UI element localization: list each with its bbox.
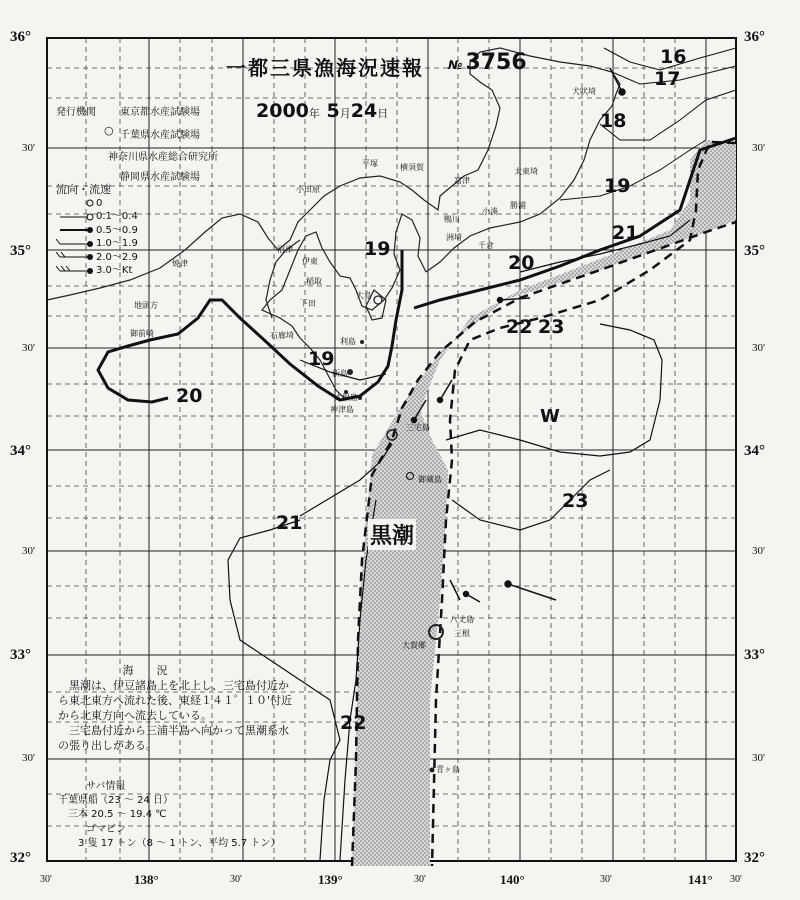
place-okago: 大賀郷 <box>402 641 426 650</box>
issue-number <box>448 50 527 75</box>
place-ito: 伊東 <box>302 257 318 266</box>
place-omaezaki: 御前崎 <box>130 329 154 338</box>
place-kamogawa: 鴨川 <box>444 215 460 224</box>
contour-label-16: 16 <box>660 46 687 68</box>
lat-label-right-32: 32° <box>744 850 765 866</box>
lon-label-141-30: 30' <box>730 874 742 885</box>
lat-label-right-34: 34° <box>744 443 765 459</box>
contour-label-18: 18 <box>600 110 627 132</box>
lat-label-35-30: 30' <box>22 142 35 154</box>
contour-label-23-se: 23 <box>562 490 589 512</box>
place-odawara: 小田原 <box>296 185 320 194</box>
arrow-medium-icon <box>56 225 96 235</box>
lat-label-right-36: 36° <box>744 29 765 45</box>
legend-item <box>56 264 138 278</box>
legend-item <box>56 224 138 238</box>
arrow-fast-icon <box>56 239 96 249</box>
contour-label-21-ne: 21 <box>612 222 639 244</box>
saba-line-2: 三本 20.5 ～ 19.4 ℃ <box>68 809 167 821</box>
legend-item <box>56 251 138 265</box>
place-hachijojima: 八丈島 <box>450 615 474 624</box>
place-sunosaki: 洲埼 <box>446 233 462 242</box>
place-kozushima: 神津島 <box>330 405 354 414</box>
place-taitosaki: 太東埼 <box>514 167 538 176</box>
contour-label-22-s: 22 <box>340 712 367 734</box>
arrow-faster-icon <box>56 252 96 262</box>
legend-label: 1.0～1.9 <box>96 238 138 249</box>
lat-label-right-32-30: 30' <box>752 752 765 764</box>
place-toshima: 利島 <box>340 337 356 346</box>
lat-label-34-30: 30' <box>22 342 35 354</box>
publisher-shizuoka: 静岡県水産試験場 <box>120 172 200 183</box>
legend-item <box>56 210 138 224</box>
legend-label: 3.0～Kt <box>96 265 133 276</box>
bulletin-title: 一都三県漁海況速報 <box>226 56 424 80</box>
lon-label-139-30: 30' <box>414 874 426 885</box>
circle-icon: ○ <box>104 124 114 137</box>
date-month: 5 <box>326 100 340 122</box>
lat-label-right-33-30: 30' <box>752 545 765 557</box>
lat-label-35: 35° <box>10 243 31 259</box>
date-day: 24 <box>350 100 378 122</box>
place-yokosuka: 横須賀 <box>400 163 424 172</box>
place-yaizu: 焼津 <box>172 259 188 268</box>
sea-condition-notes <box>58 663 298 753</box>
mackerel-info <box>58 780 280 851</box>
saba-line-3: ゴマピン <box>86 823 126 835</box>
place-irozaki: 石廊埼 <box>270 331 294 340</box>
notes-paragraph-2: 三宅島付近から三浦半島へ向かって黒潮系水の張り出しがある。 <box>58 724 289 752</box>
legend-label: 0.1～0.4 <box>96 211 138 222</box>
arrow-0-icon <box>56 198 96 208</box>
arrow-fastest-icon <box>56 266 96 276</box>
place-hiratsuka: 平塚 <box>362 159 378 168</box>
saba-line-1: 千葉県船（23 ～ 24 日） <box>58 795 173 807</box>
contour-label-19-izu: 19 <box>364 238 391 260</box>
lat-label-right-35: 35° <box>744 243 765 259</box>
lon-label-137-30: 30' <box>40 874 52 885</box>
place-oshima: 大島 <box>356 291 372 300</box>
contour-label-22-ne: 22 <box>506 316 533 338</box>
issue-date <box>256 100 388 122</box>
place-shikinejima: 式根島 <box>334 393 358 402</box>
contour-label-21-sw: 21 <box>276 512 303 534</box>
place-inubosaki: 犬吠埼 <box>572 87 596 96</box>
saba-heading: サバ情報 <box>86 781 126 792</box>
legend-item <box>56 197 138 211</box>
place-mitsune: 三根 <box>454 629 470 638</box>
current-legend <box>56 183 138 278</box>
lon-label-140-30: 30' <box>600 874 612 885</box>
issue-number-value: 3756 <box>465 50 527 75</box>
lon-label-141: 141° <box>688 872 713 887</box>
lat-label-32-30: 30' <box>22 752 35 764</box>
place-numazu: 沼津 <box>277 245 293 254</box>
place-mikurajima: 御蔵島 <box>418 475 442 484</box>
place-inatori: 稲取 <box>306 277 322 286</box>
place-kominato: 小湊 <box>482 207 498 216</box>
lat-label-32: 32° <box>10 850 31 866</box>
place-jitogata: 地頭方 <box>134 301 158 310</box>
lat-label-33: 33° <box>10 647 31 663</box>
date-year-unit: 年 <box>308 107 320 120</box>
saba-line-4: 3 隻 17 トン（8 ～ 1 トン、平均 5.7 トン） <box>78 837 281 849</box>
place-miyakejima: 三宅島 <box>406 423 430 432</box>
publisher-chiba: 千葉県水産試験場 <box>120 130 200 141</box>
publishers-heading: 発行機関 <box>56 107 96 118</box>
lat-label-right-34-30: 30' <box>752 342 765 354</box>
notes-paragraph-1: 黒潮は、伊豆諸島上を北上し、三宅島付近から東北東方へ流れた後、東経１４１゜１０'付近から北東方向へ流去している。 <box>58 679 293 722</box>
contour-label-19-w: 19 <box>308 348 335 370</box>
date-year: 2000 <box>256 100 309 122</box>
lat-label-34: 34° <box>10 443 31 459</box>
place-niijima: 新島 <box>332 369 348 378</box>
publisher-kanagawa: 神奈川県水産総合研究所 <box>108 152 218 163</box>
lat-label-right-35-30: 30' <box>752 142 765 154</box>
lat-label-right-33: 33° <box>744 647 765 663</box>
lon-label-138: 138° <box>134 872 159 887</box>
notes-heading: 海 況 <box>122 664 174 677</box>
issue-prefix: № <box>448 58 463 72</box>
legend-item <box>56 237 138 251</box>
legend-label: 0.5～0.9 <box>96 224 138 236</box>
lon-label-140: 140° <box>500 872 525 887</box>
contour-label-20-w: 20 <box>176 385 203 407</box>
arrow-slow-icon <box>56 212 96 222</box>
w-mark: W <box>540 406 560 427</box>
kuroshio-label: 黒潮 <box>368 519 416 550</box>
lat-label-36: 36° <box>10 29 31 45</box>
publisher-tokyo: 東京都水産試験場 <box>120 107 200 118</box>
legend-label: 2.0～2.9 <box>96 251 138 263</box>
date-day-unit: 日 <box>377 107 389 120</box>
place-katsuura: 勝浦 <box>510 201 526 210</box>
place-chikura: 千倉 <box>478 241 494 250</box>
lon-label-138-30: 30' <box>230 874 242 885</box>
lon-label-139: 139° <box>318 872 343 887</box>
place-shimoda: 下田 <box>300 299 316 308</box>
legend-label: 0 <box>96 197 103 209</box>
contour-label-23-ne: 23 <box>538 316 565 338</box>
legend-heading: 流向・流速 <box>56 183 111 196</box>
contour-label-19-ne: 19 <box>604 175 631 197</box>
contour-label-20-e: 20 <box>508 252 535 274</box>
lat-label-33-30: 30' <box>22 545 35 557</box>
place-aogashima: 青ヶ島 <box>436 765 460 774</box>
place-futtsu: 富津 <box>454 176 470 185</box>
contour-label-17: 17 <box>654 68 681 90</box>
date-month-unit: 月 <box>339 107 351 120</box>
